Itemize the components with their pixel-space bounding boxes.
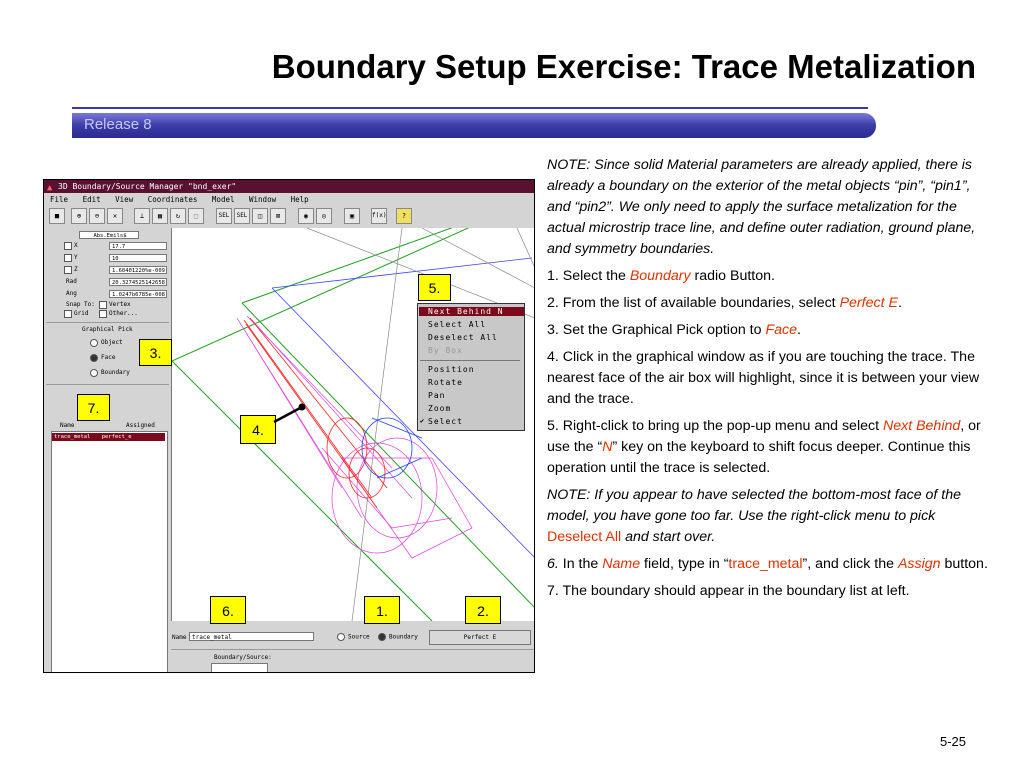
step-3-text: 3. Set the Graphical Pick option to [547, 322, 766, 338]
y-row [64, 253, 78, 262]
list-item-name: trace_metal [54, 434, 91, 440]
hide-icon[interactable]: ◎ [316, 208, 332, 224]
radio-icon [337, 633, 345, 641]
snap-label: Snap To: [66, 301, 95, 308]
release-label: Release 8 [84, 116, 152, 133]
title-rule [72, 107, 868, 109]
pick-object-radio[interactable] [90, 338, 123, 347]
callout-2: 2. [465, 596, 501, 624]
check-icon: ✔ [420, 417, 425, 425]
note-paragraph-2 [547, 485, 992, 548]
boundary-label: Boundary [389, 633, 418, 641]
pick-boundary-label: Boundary [101, 369, 130, 376]
menu-item-zoom[interactable]: Zoom [428, 404, 452, 413]
step-6-text-mid: field, type in “ [640, 556, 729, 572]
group-icon[interactable]: ◫ [252, 208, 268, 224]
callout-3: 3. [139, 339, 172, 366]
step-3-highlight: Face [765, 322, 797, 338]
menu-help[interactable]: Help [290, 195, 309, 204]
pick-boundary-radio[interactable] [90, 368, 130, 377]
step-6 [547, 554, 992, 575]
menu-coordinates[interactable]: Coordinates [147, 195, 198, 204]
snap-other-label: Other... [109, 310, 138, 317]
assign-panel [171, 621, 534, 673]
zoom-out-icon[interactable]: ⊖ [89, 208, 105, 224]
callout-7: 7. [77, 394, 110, 421]
step-5-text-mid: , or use the “ [547, 418, 981, 455]
step-4: 4. Click in the graphical window as if you are touching the trace. The nearest face of the air box will highlight, since it is between your view and the trace. [547, 349, 980, 407]
menu-item-rotate[interactable]: Rotate [428, 378, 463, 387]
x-checkbox[interactable] [64, 242, 72, 250]
page-number: 5-25 [940, 734, 967, 749]
zoom-in-icon[interactable]: ⊕ [71, 208, 87, 224]
list-col-assigned: Assigned [126, 422, 155, 429]
menu-view[interactable]: View [115, 195, 134, 204]
menu-window[interactable]: Window [249, 195, 277, 204]
step-6-text-mid2: ”, and click the [802, 556, 898, 572]
snap-grid-row [64, 309, 88, 318]
note-paragraph-1: NOTE: Since solid Material parameters are already applied, there is already a boundary on the exterior of the metal objects “pin”, “pin1”, and “pin2”. We only need to apply the surface metalization for the actual microstrip trace line, and define outer radiation, ground plane, and symmetry boundaries. [547, 157, 976, 257]
callout-4-pointer [270, 400, 310, 430]
z-checkbox[interactable] [64, 266, 72, 274]
boundary-type-select[interactable]: Perfect E [429, 630, 531, 645]
source-radio[interactable] [337, 633, 370, 641]
app-window-title: 3D Boundary/Source Manager "bnd_exer" [58, 182, 237, 191]
step-5-text-end: ” key on the keyboard to shift focus deeper. Continue this operation until the trace is selected. [547, 439, 971, 476]
menu-item-next-behind[interactable]: Next Behind N [419, 307, 524, 316]
callout-4: 4. [240, 415, 276, 444]
boundary-list[interactable] [51, 431, 168, 673]
step-3 [547, 320, 992, 341]
pick-face-radio[interactable] [90, 353, 115, 362]
snap-other-checkbox[interactable] [99, 310, 107, 318]
deselect-icon[interactable]: ⊠ [270, 208, 286, 224]
graphical-pick-title: Graphical Pick [82, 326, 133, 333]
app-toolbar [44, 206, 534, 228]
step-6-highlight-value: trace_metal [728, 556, 803, 572]
step-6-text-end: button. [940, 556, 988, 572]
snap-other-row [99, 309, 138, 318]
y-field[interactable]: 10 [109, 254, 167, 262]
menu-item-pan[interactable]: Pan [428, 391, 446, 400]
menu-item-deselect-all[interactable]: Deselect All [428, 333, 498, 342]
step-5 [547, 416, 992, 479]
callout-5: 5. [418, 274, 451, 301]
divider [46, 322, 169, 323]
note-2-text: NOTE: If you appear to have selected the bottom-most face of the model, you have gone too far. Use the right-click menu to pick [547, 487, 962, 524]
snap-grid-label: Grid [74, 310, 89, 317]
x-field[interactable]: 17.7 [109, 242, 167, 250]
step-1 [547, 266, 992, 287]
step-7: 7. The boundary should appear in the boundary list at left. [547, 583, 910, 599]
app-menu-bar [44, 193, 534, 206]
step-3-text-end: . [797, 322, 801, 338]
step-6-highlight-assign: Assign [897, 556, 941, 572]
menu-file[interactable]: File [50, 195, 69, 204]
step-6-number: 6. [547, 556, 559, 572]
slide-title: Boundary Setup Exercise: Trace Metalization [271, 48, 976, 85]
step-6-text: In the [558, 556, 603, 572]
z-field[interactable]: 1.60401220%e-009 [109, 266, 167, 274]
callout-1: 1. [364, 596, 400, 624]
rotate-icon[interactable]: ↻ [170, 208, 186, 224]
step-1-text: 1. Select the [547, 268, 630, 284]
note-2-highlight: Deselect All [547, 529, 622, 545]
select-all-icon[interactable]: SEL [234, 208, 250, 224]
callout-6: 6. [210, 596, 246, 624]
x-label: X [74, 242, 78, 249]
menu-divider [420, 360, 520, 361]
radio-icon [90, 339, 98, 347]
menu-item-select-all[interactable]: Select All [428, 320, 487, 329]
grid-icon[interactable]: ▦ [152, 208, 168, 224]
divider [171, 649, 534, 650]
step-2-text: 2. From the list of available boundaries, select [547, 295, 840, 311]
step-5-key: N [602, 439, 613, 455]
app-logo-icon: ▲ [47, 183, 53, 193]
step-1-text-end: radio Button. [690, 268, 775, 284]
pick-object-label: Object [101, 339, 123, 346]
y-label: Y [74, 254, 78, 261]
list-col-name: Name [60, 422, 75, 429]
divider [46, 384, 169, 385]
name-field[interactable]: trace_metal [189, 632, 314, 641]
menu-item-by-box[interactable]: By Box [428, 346, 463, 355]
save-icon[interactable]: ■ [49, 208, 65, 224]
menu-item-select[interactable]: Select [428, 417, 463, 426]
boundary-source-label: Boundary/Source: [214, 654, 272, 661]
view-icon[interactable]: ⬚ [188, 208, 204, 224]
help-icon[interactable]: ? [396, 208, 412, 224]
ang-label: Ang [66, 290, 77, 297]
select-icon[interactable]: SEL [216, 208, 232, 224]
axis-icon[interactable]: ⊥ [134, 208, 150, 224]
snap-vertex-checkbox[interactable] [99, 301, 107, 309]
step-1-highlight: Boundary [629, 268, 691, 284]
step-2 [547, 293, 992, 314]
eye-icon[interactable]: ◉ [298, 208, 314, 224]
step-2-text-end: . [897, 295, 902, 311]
radio-selected-icon [378, 633, 386, 641]
note-2-text-end: and start over. [621, 529, 716, 545]
name-label: Name [172, 634, 187, 641]
list-item-assigned: perfect_e [101, 434, 132, 440]
instructions [547, 155, 992, 608]
z-row [64, 265, 78, 274]
snap-vertex-row [99, 300, 131, 309]
snap-grid-checkbox[interactable] [64, 310, 72, 318]
menu-model[interactable]: Model [211, 195, 235, 204]
release-bar [72, 113, 876, 138]
app-title-bar [44, 180, 534, 193]
context-menu [417, 303, 525, 431]
z-label: Z [74, 266, 78, 273]
pick-face-label: Face [101, 354, 116, 361]
rad-label: Rad [66, 278, 77, 285]
snap-vertex-label: Vertex [109, 301, 131, 308]
list-item[interactable] [52, 433, 165, 441]
step-5-highlight: Next Behind [882, 418, 961, 434]
boundary-radio[interactable] [378, 633, 418, 641]
step-2-highlight: Perfect E [839, 295, 898, 311]
rad-field[interactable]: 20.3274525142658 [109, 278, 167, 286]
boundary-source-field[interactable] [211, 663, 268, 673]
source-label: Source [348, 633, 370, 641]
menu-item-position[interactable]: Position [428, 365, 475, 374]
ang-field[interactable]: 1.0247b6785e-008 [109, 290, 167, 298]
function-icon[interactable]: f(x) [371, 208, 387, 224]
coord-mode-select[interactable]: Abs.Emils$ [79, 231, 139, 239]
y-checkbox[interactable] [64, 254, 72, 262]
x-row [64, 241, 78, 250]
menu-edit[interactable]: Edit [82, 195, 101, 204]
radio-icon [90, 369, 98, 377]
radio-selected-icon [90, 354, 98, 362]
step-6-highlight-name: Name [602, 556, 641, 572]
step-5-text: 5. Right-click to bring up the pop-up menu and select [547, 418, 883, 434]
mesh-icon[interactable]: ▣ [344, 208, 360, 224]
zoom-fit-icon[interactable]: ✕ [107, 208, 123, 224]
